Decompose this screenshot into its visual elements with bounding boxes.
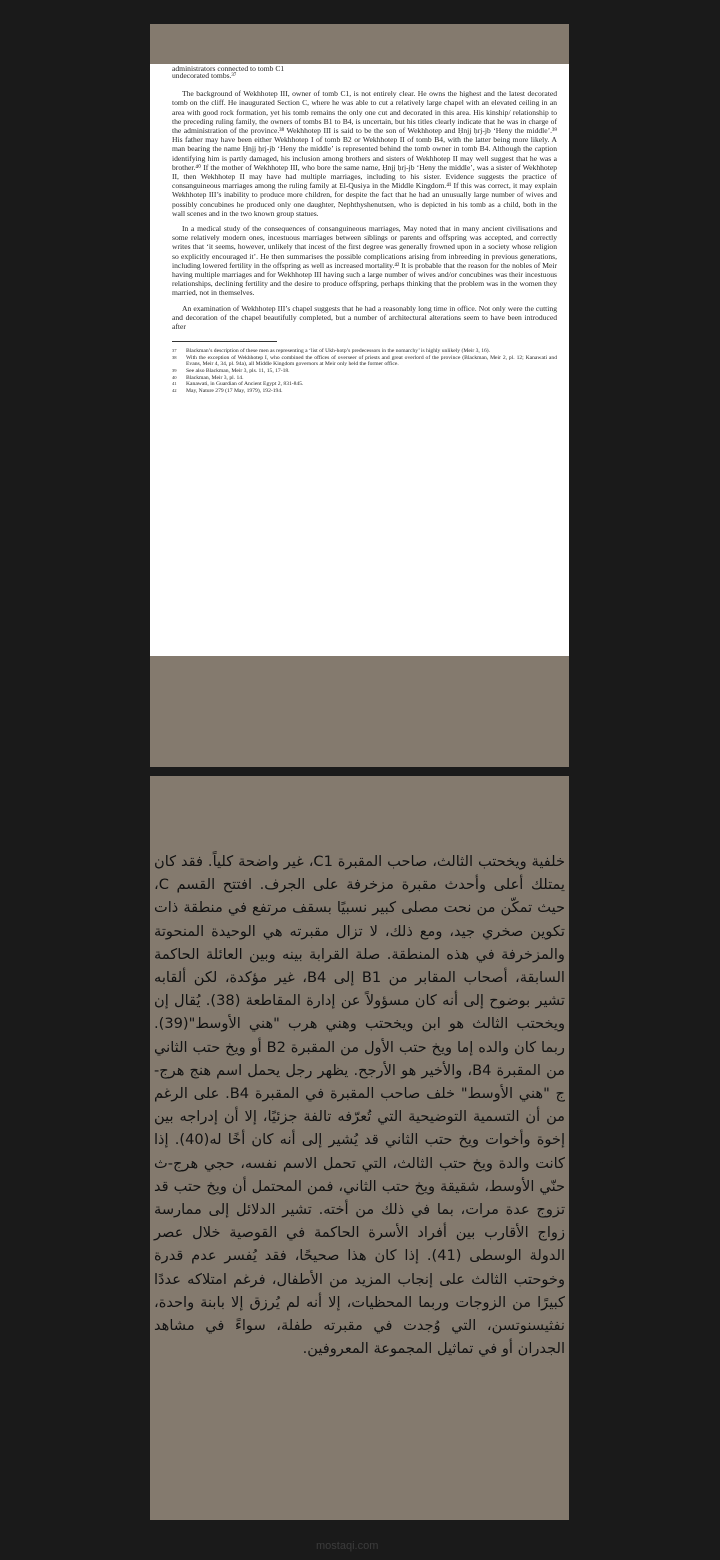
cutoff-line: administrators connected to tomb C1 bbox=[172, 64, 285, 73]
footnote: 42 May, Nature 279 (17 May, 1979), 192-194. bbox=[172, 387, 283, 394]
footnote: 37 Blackman’s description of these men as representing a ‘list of Ukh-hotp’s predecessors in the nomarchy’ is highly unlikely (Meir 3, 16). bbox=[172, 348, 491, 355]
paragraph-2: In a medical study of the consequences of consanguineous marriages, May noted that in many ancient civilisations and some relatively modern ones, incestuous marriages between siblings or parents and offspring was accepted, and correctly writes that ‘it seems, however, unlikely that incest of the first degree was generally frowned upon in a society whose religion so explicitly encouraged it’. He then summarises the possible complications arising from inbreeding in previous generations, including lowered fertility in the offspring as well as increased mortality.⁴² It is probable that the reason for the nobles of Meir having multiple marriages and for Wekhhotep III having such a large number of wives and/or concubines was their incestuous relationships, declining fertility and the desire to produce offspring, perhaps thinking that the problem was in the women they married, not in themselves. bbox=[172, 224, 557, 298]
footnote-divider bbox=[172, 341, 277, 342]
paragraph-1: The background of Wekhhotep III, owner of tomb C1, is not entirely clear. He owns the highest and the latest decorated tomb on the cliff. He inaugurated Section C, where he was able to cut a relatively large chapel with an elevated ceiling in an area with good rock formation, yet his tomb remains the only one cut and decorated in this area. His kinship/ relationship to the preceding ruling family, the owners of tombs B1 to B4, is uncertain, but his titles clearly indicate that he was in charge of the administration of the province.³⁸ Wekhhotep III is said to be the son of Wekhhotep and Ḥnjj ḥrj-jb ‘Heny the middle’.³⁹ His father may have been either Wekhhotep I of tomb B2 or Wekhhotep II of tomb B4, with the latter being more likely. A man bearing the name Ḥnjj ḥrj-jb ‘Heny the middle’ is represented behind the tomb owner in tomb B4. Although the caption identifying him is partly damaged, his inclusion among brothers and sisters of Wekhhotep II may well suggest that he was a brother.⁴⁰ If the mother of Wekhhotep III, who bore the same name, Ḥnjj ḥrj-jb ‘Heny the middle’, was a sister of Wekhhotep II, then Wekhhotep II may have had multiple marriages, including to his sister. Evidence suggests the practice of consanguineous marriages among the ruling family at El-Qusiya in the Middle Kingdom.⁴¹ If this was correct, it may explain Wekhhotep III’s inability to produce more children, for despite the fact that he had an unusually large number of wives and possibly concubines he produced only one daughter, Nephthyshenutsen, who is depicted in his tomb as a child, both in the wall scenes and in the two known group statues. bbox=[172, 89, 557, 218]
footnote: 41 Kanawati, in Guardian of Ancient Egypt 2, 831-845. bbox=[172, 381, 304, 388]
footnote: 39 See also Blackman, Meir 3, pls. 11, 15, 17-18. bbox=[172, 368, 290, 375]
paragraph-3: An examination of Wekhhotep III’s chapel suggests that he had a reasonably long time in office. Not only were the cutting and decoration of the chapel beautifully completed, but a number of architectural alterations seem to have been introduced after bbox=[172, 303, 557, 332]
first-line: undecorated tombs.³⁷ bbox=[172, 71, 237, 80]
english-book-page bbox=[150, 64, 569, 656]
arabic-translation-text: خلفية ويخحتب الثالث، صاحب المقبرة C1، غير واضحة كلياً. فقد كان يمتلك أعلى وأحدث مقبرة مزخرفة على الجرف. افتتح القسم C، حيث تمكّن من نحت مصلى كبير نسبيًا بسقف مرتفع في منطقة ذات تكوين صخري جيد، ومع ذلك، لا تزال مقبرته هي الوحيدة المنحوتة والمزخرفة في هذه المنطقة. صلة القرابة بينه وبين العائلة الحاكمة السابقة، أصحاب المقابر من B1 إلى B4، غير مؤكدة، لكن ألقابه تشير بوضوح إلى أنه كان مسؤولاً عن إدارة المقاطعة (38). يُقال إن ويخحتب الثالث هو ابن ويخحتب وهني هرب "هني الأوسط"(39). ربما كان والده إما ويخ حتب الأول من المقبرة B2 أو ويخ حتب الثاني من المقبرة B4، والأخير هو الأرجح. يظهر رجل يحمل اسم هنج هرج-ج "هني الأوسط" خلف صاحب المقبرة في المقبرة B4. على الرغم من أن التسمية التوضيحية التي تُعرّفه تالفة جزئيًا، إلا أن إدراجه بين إخوة وأخوات ويخ حتب الثاني قد يُشير إلى أنه كان أخًا له(40). إذا كانت والدة ويخ حتب الثالث، التي تحمل الاسم نفسه، حجي هرج-ث حنّي الأوسط، شقيقة ويخ حتب الثاني، فمن المحتمل أن ويخ حتب قد تزوج عدة مرات، بما في ذلك من أخته. تشير الدلائل إلى ممارسة زواج الأقارب بين أفراد الأسرة الحاكمة في القوصية خلال عصر الدولة الوسطى (41). إذا كان هذا صحيحًا، فقد يُفسر عدم قدرة وخوحتب الثالث على إنجاب المزيد من الأطفال، فرغم امتلاكه عددًا كبيرًا من الزوجات وربما المحظيات، إلا أنه لم يُرزق إلا بابنة واحدة، نفثيسنوتسن، التي وُجدت في مقبرته طفلة، سواءً في مشاهد الجدران أو في تماثيل المجموعة المعروفين. bbox=[154, 853, 566, 1358]
footnote: 40 Blackman, Meir 3, pl. 14. bbox=[172, 374, 244, 381]
watermark: mostaqi.com bbox=[316, 1540, 379, 1552]
footnote: 38 With the exception of Wekhhotep I, who combined the offices of overseer of priests and great overlord of the province (Blackman, Meir 2, pl. 12; Kanawati and Evans, Meir 4, 34, pl. 94a), all Middle Kingdom governors at Meir only held the former office. bbox=[172, 354, 557, 368]
